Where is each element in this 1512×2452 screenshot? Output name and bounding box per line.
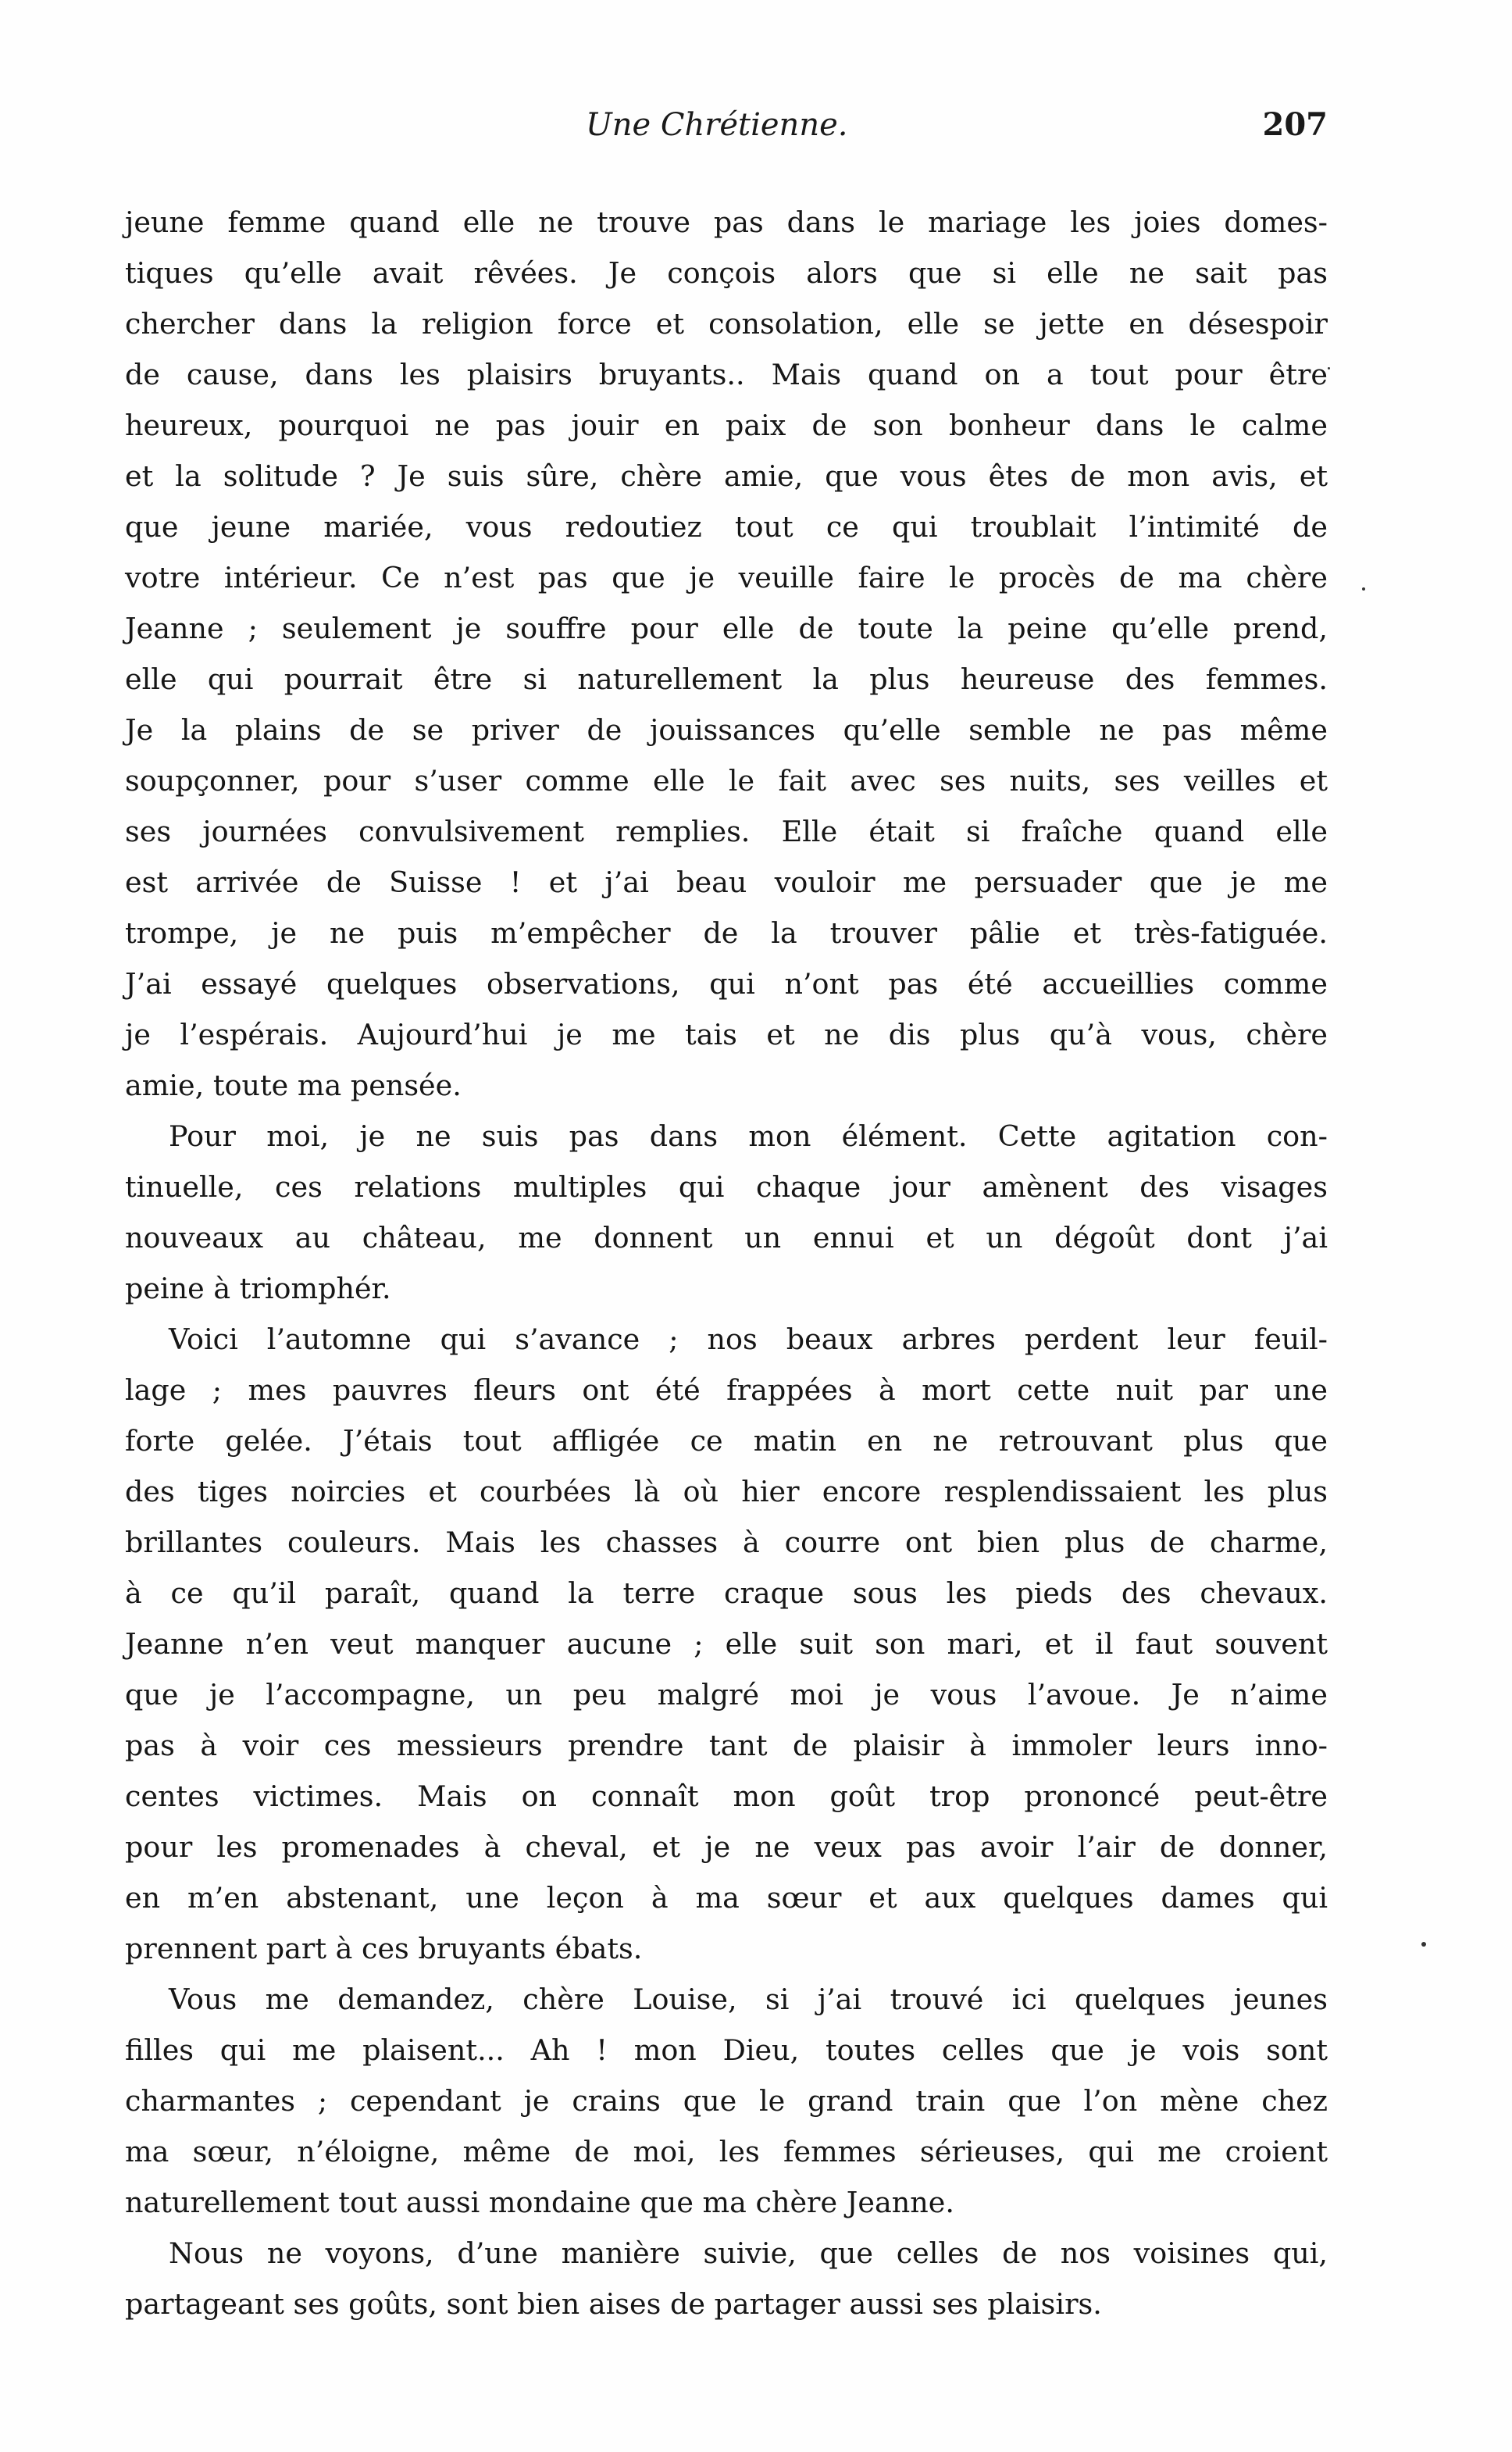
paragraph (125, 1111, 1328, 1314)
text-line: à ce qu’il paraît, quand la terre craque sous les pieds des chevaux. (125, 1576, 1328, 1610)
text-line: tinuelle, ces relations multiples qui chaque jour amènent des visages (125, 1170, 1328, 1204)
text-line: lage ; mes pauvres fleurs ont été frappées à mort cette nuit par une (125, 1373, 1328, 1407)
text-line: que jeune mariée, vous redoutiez tout ce qui troublait l’intimité de (125, 510, 1328, 544)
text-line: heureux, pourquoi ne pas jouir en paix de son bonheur dans le calme (125, 409, 1328, 442)
text-line: des tiges noircies et courbées là où hier encore resplendissaient les plus (125, 1475, 1328, 1508)
margin-speck (1362, 587, 1365, 591)
text-line: forte gelée. J’étais tout affligée ce matin en ne retrouvant plus que (125, 1424, 1328, 1458)
text-line: Voici l’automne qui s’avance ; nos beaux arbres perdent leur feuil- (169, 1322, 1328, 1356)
text-line: Je la plains de se priver de jouissances qu’elle semble ne pas même (125, 713, 1328, 747)
text-line: en m’en abstenant, une leçon à ma sœur et aux quelques dames qui (125, 1881, 1328, 1915)
margin-speck (1328, 367, 1330, 369)
text-line: J’ai essayé quelques observations, qui n’ont pas été accueillies comme (125, 967, 1328, 1001)
page-header (125, 100, 1328, 162)
text-line: pas à voir ces messieurs prendre tant de plaisir à immoler leurs inno- (125, 1729, 1328, 1762)
text-line: votre intérieur. Ce n’est pas que je veuille faire le procès de ma chère (125, 561, 1328, 594)
text-line: Vous me demandez, chère Louise, si j’ai trouvé ici quelques jeunes (169, 1983, 1328, 2016)
text-line: prennent part à ces bruyants ébats. (125, 1932, 643, 1965)
paragraph (125, 1314, 1328, 1974)
text-line: naturellement tout aussi mondaine que ma chère Jeanne. (125, 2186, 954, 2219)
text-line: pour les promenades à cheval, et je ne veux pas avoir l’air de donner, (125, 1830, 1328, 1864)
text-line: jeune femme quand elle ne trouve pas dans le mariage les joies domes- (125, 205, 1328, 239)
running-title: Une Chrétienne. (586, 107, 848, 143)
paragraph (125, 197, 1328, 1111)
text-line: et la solitude ? Je suis sûre, chère amie, que vous êtes de mon avis, et (125, 459, 1328, 493)
text-line: elle qui pourrait être si naturellement la plus heureuse des femmes. (125, 662, 1328, 696)
text-line: trompe, je ne puis m’empêcher de la trouver pâlie et très-fatiguée. (125, 916, 1328, 950)
text-line: Nous ne voyons, d’une manière suivie, que celles de nos voisines qui, (169, 2236, 1328, 2270)
paragraph (125, 2228, 1328, 2329)
text-line: tiques qu’elle avait rêvées. Je conçois alors que si elle ne sait pas (125, 256, 1328, 290)
text-line: de cause, dans les plaisirs bruyants.. Mais quand on a tout pour être (125, 358, 1328, 391)
text-line: Pour moi, je ne suis pas dans mon élément. Cette agitation con- (169, 1119, 1328, 1153)
text-line: Jeanne n’en veut manquer aucune ; elle suit son mari, et il faut souvent (125, 1627, 1328, 1661)
margin-speck (1421, 1942, 1426, 1947)
text-line: filles qui me plaisent... Ah ! mon Dieu, toutes celles que je vois sont (125, 2033, 1328, 2067)
text-line: que je l’accompagne, un peu malgré moi je vous l’avoue. Je n’aime (125, 1678, 1328, 1711)
text-line: centes victimes. Mais on connaît mon goût trop prononcé peut-être (125, 1779, 1328, 1813)
text-line: peine à triomphér. (125, 1272, 391, 1305)
text-line: ma sœur, n’éloigne, même de moi, les femmes sérieuses, qui me croient (125, 2135, 1328, 2168)
text-line: ses journées convulsivement remplies. Elle était si fraîche quand elle (125, 815, 1328, 848)
text-line: je l’espérais. Aujourd’hui je me tais et ne dis plus qu’à vous, chère (125, 1018, 1328, 1051)
text-line: nouveaux au château, me donnent un ennui et un dégoût dont j’ai (125, 1221, 1328, 1255)
body-text (125, 197, 1328, 2329)
text-line: partageant ses goûts, sont bien aises de partager aussi ses plaisirs. (125, 2287, 1102, 2321)
text-line: est arrivée de Suisse ! et j’ai beau vouloir me persuader que je me (125, 866, 1328, 899)
text-line: soupçonner, pour s’user comme elle le fait avec ses nuits, ses veilles et (125, 764, 1328, 798)
text-line: chercher dans la religion force et consolation, elle se jette en désespoir (125, 307, 1328, 341)
page-number: 207 (1262, 106, 1328, 143)
text-line: charmantes ; cependant je crains que le grand train que l’on mène chez (125, 2084, 1328, 2118)
text-line: amie, toute ma pensée. (125, 1069, 462, 1102)
text-line: Jeanne ; seulement je souffre pour elle de toute la peine qu’elle prend, (125, 612, 1328, 645)
paragraph (125, 1974, 1328, 2228)
text-line: brillantes couleurs. Mais les chasses à courre ont bien plus de charme, (125, 1526, 1328, 1559)
